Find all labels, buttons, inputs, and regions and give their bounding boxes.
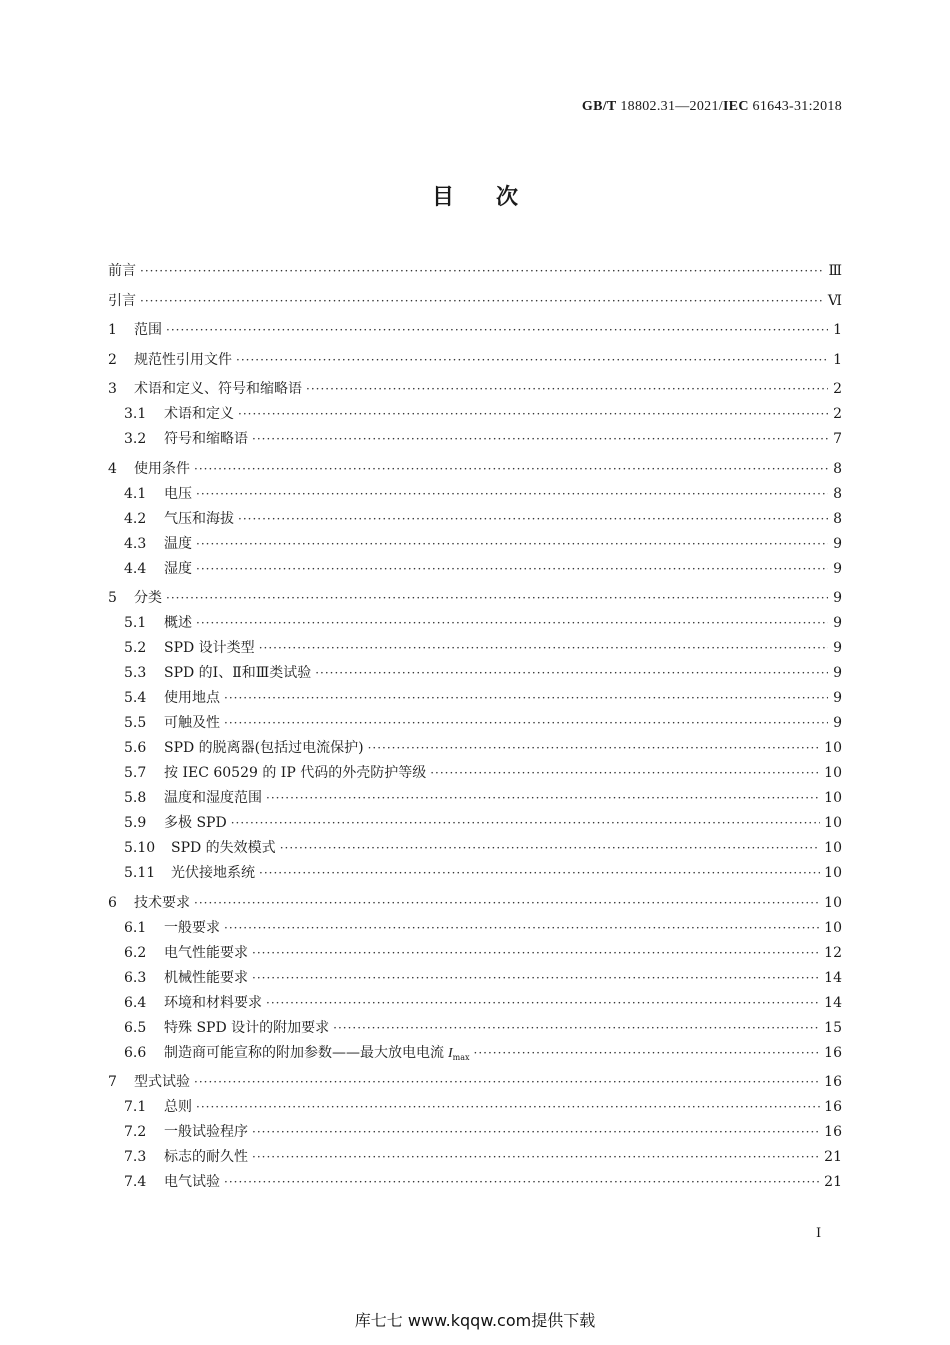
toc-entry[interactable]: [108, 837, 842, 862]
toc-entry-label-text: 温度: [164, 535, 192, 552]
toc-entry[interactable]: [108, 319, 842, 344]
toc-entry-leader: [430, 766, 820, 780]
toc-entry-page: 9: [833, 690, 842, 706]
toc-entry-label-text: 电压: [164, 485, 192, 502]
toc-entry-number: 5.2: [124, 640, 147, 656]
toc-entry-label: [164, 662, 311, 682]
toc-entry-page: 7: [833, 431, 842, 447]
toc-entry[interactable]: [108, 637, 842, 662]
toc-entry-page: 14: [824, 969, 842, 986]
toc-entry-label-subscript: max: [452, 1052, 470, 1062]
toc-entry-leader: [224, 691, 828, 705]
toc-entry[interactable]: [108, 687, 842, 712]
toc-entry-page: 2: [833, 381, 842, 397]
toc-entry[interactable]: [108, 483, 842, 508]
toc-entry-leader: [166, 323, 828, 337]
toc-entry-label: [108, 290, 136, 310]
toc-entry[interactable]: [108, 712, 842, 737]
toc-entry-label: [164, 508, 234, 528]
toc-entry-number: 3.1: [124, 406, 147, 422]
toc-entry-label: [164, 917, 220, 937]
toc-entry-number: 5: [108, 590, 117, 606]
toc-entry[interactable]: [108, 1042, 842, 1067]
toc-entry-page: 8: [833, 485, 842, 502]
toc-entry[interactable]: [108, 508, 842, 533]
toc-entry-page: 10: [824, 790, 842, 806]
toc-entry-number: 4.4: [124, 560, 147, 577]
toc-entry-label: [134, 319, 162, 339]
toc-entry-label-text: 标志的耐久性: [164, 1149, 248, 1165]
toc-entry-label-text: 一般试验程序: [164, 1124, 248, 1140]
toc-entry-page: 12: [824, 944, 842, 961]
toc-entry-leader: [224, 716, 828, 730]
toc-entry-leader: [140, 294, 824, 308]
toc-entry-leader: [194, 462, 828, 476]
toc-entry-page: 10: [824, 815, 842, 831]
toc-entry-label-text: 使用地点: [164, 690, 220, 706]
toc-entry-page: 10: [824, 765, 842, 781]
toc-entry-label-text: 前言: [108, 263, 136, 279]
toc-entry-label: [164, 637, 255, 657]
toc-entry[interactable]: [108, 662, 842, 687]
toc-entry[interactable]: [108, 892, 842, 917]
toc-entry-number: 6.6: [124, 1044, 147, 1061]
toc-entry-label-text: 分类: [134, 590, 162, 606]
toc-entry-page: 9: [833, 535, 842, 552]
toc-entry-label: [164, 762, 426, 782]
toc-entry[interactable]: [108, 787, 842, 812]
toc-entry-label-text: 按 IEC 60529 的 IP 代码的外壳防护等级: [164, 765, 427, 781]
toc-entry[interactable]: [108, 1071, 842, 1096]
toc-entry-label: [134, 458, 190, 478]
toc-entry[interactable]: [108, 612, 842, 637]
toc-entry-label-text: SPD 的失效模式: [171, 840, 276, 856]
toc-entry-label-text: 范围: [134, 322, 162, 338]
toc-entry-label: [164, 1121, 248, 1141]
toc-entry[interactable]: [108, 349, 842, 374]
page-number: I: [816, 1226, 822, 1241]
toc-entry-page: 16: [824, 1099, 842, 1115]
toc-entry-number: 5.8: [124, 790, 147, 806]
toc-entry-page: 10: [824, 740, 842, 756]
toc-entry-leader: [306, 382, 828, 396]
toc-entry[interactable]: [108, 812, 842, 837]
toc-entry-leader: [196, 1100, 820, 1114]
toc-entry-number: 2: [108, 351, 117, 368]
toc-entry-page: 1: [833, 351, 842, 368]
toc-entry[interactable]: [108, 967, 842, 992]
toc-entry[interactable]: [108, 558, 842, 583]
toc-entry-label: [164, 403, 234, 423]
toc-entry-leader: [194, 1075, 820, 1089]
toc-entry-label-text: 可触及性: [164, 715, 220, 731]
toc-entry-number: 5.11: [124, 865, 156, 881]
toc-entry-leader: [280, 841, 820, 855]
toc-entry[interactable]: [108, 290, 842, 315]
toc-entry-leader: [196, 562, 828, 576]
toc-entry-number: 7.4: [124, 1174, 147, 1190]
toc-entry-label-text: 概述: [164, 615, 192, 631]
toc-entry[interactable]: [108, 762, 842, 787]
toc-entry[interactable]: [108, 1171, 842, 1196]
toc-entry-leader: [236, 353, 828, 367]
toc-entry-leader: [315, 666, 828, 680]
toc-entry-label-text: 特殊 SPD 设计的附加要求: [164, 1019, 330, 1036]
toc-entry-leader: [231, 816, 820, 830]
toc-entry-leader: [266, 791, 820, 805]
page-title: 目次: [431, 185, 560, 210]
toc-entry-label: [164, 687, 220, 707]
toc-entry-number: 4.1: [124, 485, 147, 502]
toc-entry-label: [164, 712, 220, 732]
toc-entry-page: 16: [824, 1124, 842, 1140]
standard-prefix: GB/T: [581, 99, 617, 114]
toc-entry-label: [164, 483, 192, 503]
toc-entry-label-text: 环境和材料要求: [164, 994, 262, 1011]
standard-iec-number: 61643-31:2018: [752, 99, 842, 114]
toc-entry-number: 7.1: [124, 1099, 147, 1115]
toc-entry-page: 8: [833, 510, 842, 527]
toc-entry-label: [108, 260, 136, 280]
toc-entry-page: 21: [824, 1174, 842, 1190]
toc-entry-number: 6: [108, 894, 117, 911]
toc-entry-number: 6.3: [124, 969, 147, 986]
toc-entry-leader: [238, 512, 828, 526]
toc-entry-number: 5.10: [124, 840, 156, 856]
toc-entry-label-text: 制造商可能宣称的附加参数——最大放电电流: [164, 1044, 444, 1061]
toc-entry[interactable]: [108, 862, 842, 887]
toc-entry-leader: [252, 946, 820, 960]
toc-entry-label-text: 符号和缩略语: [164, 431, 248, 447]
toc-entry-page: 21: [824, 1149, 842, 1165]
toc-entry-label: [134, 378, 302, 398]
toc-entry-label: [164, 737, 364, 757]
toc-entry-label: [164, 812, 227, 832]
toc-entry[interactable]: [108, 917, 842, 942]
toc-entry-number: 5.3: [124, 665, 147, 681]
toc-entry-label-text: SPD 设计类型: [164, 640, 255, 656]
toc-entry-page: 16: [824, 1044, 842, 1061]
toc-entry[interactable]: [108, 1146, 842, 1171]
toc-entry-label: [134, 1071, 190, 1091]
toc-entry-page: 14: [824, 994, 842, 1011]
toc-entry-leader: [196, 487, 828, 501]
table-of-contents: [108, 260, 842, 1196]
toc-entry-label-text: 引言: [108, 292, 136, 309]
toc-entry-label: [164, 1096, 192, 1116]
toc-entry-page: 10: [824, 919, 842, 936]
toc-entry[interactable]: [108, 1121, 842, 1146]
toc-entry-number: 6.4: [124, 994, 147, 1011]
toc-entry-label-text: 温度和湿度范围: [164, 790, 262, 806]
toc-entry-leader: [259, 641, 828, 655]
toc-entry-number: 3: [108, 381, 117, 397]
toc-entry-page: 10: [824, 894, 842, 911]
toc-entry[interactable]: [108, 260, 842, 285]
toc-entry-label: [164, 533, 192, 553]
toc-entry[interactable]: [108, 942, 842, 967]
toc-entry[interactable]: [108, 992, 842, 1017]
toc-entry[interactable]: [108, 378, 842, 403]
toc-entry-label-text: 气压和海拔: [164, 510, 234, 527]
toc-entry-leader: [252, 432, 828, 446]
toc-entry-leader: [224, 921, 820, 935]
toc-entry-label-text: 型式试验: [134, 1074, 190, 1090]
toc-entry-number: 7.2: [124, 1124, 147, 1140]
toc-entry[interactable]: [108, 1017, 842, 1042]
toc-entry-leader: [259, 866, 820, 880]
toc-entry-label-text: 多极 SPD: [164, 815, 227, 831]
toc-entry-label-text: 总则: [164, 1099, 192, 1115]
toc-entry-leader: [252, 1150, 820, 1164]
toc-entry-number: 5.1: [124, 615, 147, 631]
toc-entry-label-text: 电气性能要求: [164, 944, 248, 961]
toc-entry-label-text: 技术要求: [134, 894, 190, 911]
download-footer: 库七七 www.kqqw.com提供下载: [354, 1311, 596, 1330]
toc-entry-number: 1: [108, 322, 117, 338]
toc-entry-label: [171, 862, 255, 882]
toc-entry-label-text: SPD 的脱离器(包括过电流保护): [164, 740, 364, 756]
toc-entry-number: 6.1: [124, 919, 147, 936]
toc-entry-label-variable: I: [448, 1045, 453, 1061]
toc-entry-page: 15: [824, 1019, 842, 1036]
toc-entry-label: [164, 1171, 220, 1191]
toc-entry-number: 3.2: [124, 431, 147, 447]
toc-entry-leader: [252, 971, 820, 985]
toc-entry[interactable]: [108, 737, 842, 762]
toc-entry-leader: [266, 996, 820, 1010]
toc-entry-page: 8: [833, 460, 842, 477]
toc-entry-number: 7: [108, 1074, 117, 1090]
toc-entry-label: [164, 612, 192, 632]
toc-entry-label: [164, 558, 192, 578]
toc-entry-number: 4.3: [124, 535, 147, 552]
toc-entry-label-text: 湿度: [164, 560, 192, 577]
toc-entry-page: 9: [833, 615, 842, 631]
toc-entry-number: 5.7: [124, 765, 147, 781]
toc-entry-label: [164, 1017, 329, 1037]
toc-entry-label: [164, 787, 262, 807]
toc-entry-label: [134, 349, 232, 369]
toc-entry-leader: [140, 264, 824, 278]
toc-entry-page: 10: [824, 840, 842, 856]
standard-code: [582, 99, 842, 115]
toc-entry-page: 9: [833, 640, 842, 656]
toc-entry-label: [164, 428, 248, 448]
toc-entry[interactable]: [108, 533, 842, 558]
toc-entry-label: [164, 992, 262, 1012]
toc-entry-page: 10: [824, 865, 842, 881]
toc-entry-number: 7.3: [124, 1149, 147, 1165]
toc-entry-leader: [238, 407, 828, 421]
toc-entry[interactable]: [108, 587, 842, 612]
toc-entry-label: [134, 587, 162, 607]
toc-entry-label-text: 电气试验: [164, 1174, 220, 1190]
toc-entry-page: 9: [833, 665, 842, 681]
toc-entry-label-text: 术语和定义、符号和缩略语: [134, 381, 302, 397]
toc-entry-label-text: 一般要求: [164, 919, 220, 936]
toc-entry-label: [164, 967, 248, 987]
toc-entry-page: 1: [833, 322, 842, 338]
toc-entry-number: 5.4: [124, 690, 147, 706]
toc-entry-number: 5.9: [124, 815, 147, 831]
toc-entry-leader: [224, 1175, 820, 1189]
toc-entry-number: 4: [108, 460, 117, 477]
toc-entry-label-text: SPD 的Ⅰ、Ⅱ和Ⅲ类试验: [164, 665, 312, 681]
toc-entry-page: 2: [833, 406, 842, 422]
standard-number: 18802.31—2021/: [620, 99, 723, 114]
toc-entry-label: [164, 942, 248, 962]
standard-iec: IEC: [722, 99, 749, 114]
toc-entry-number: 6.2: [124, 944, 147, 961]
toc-entry-leader: [196, 616, 828, 630]
toc-entry-page: 16: [824, 1074, 842, 1090]
toc-entry-leader: [252, 1125, 820, 1139]
toc-entry[interactable]: [108, 458, 842, 483]
toc-entry-label-text: 术语和定义: [164, 406, 234, 422]
toc-entry-label: [134, 892, 190, 912]
toc-entry[interactable]: [108, 403, 842, 428]
toc-entry-leader: [368, 741, 821, 755]
toc-entry-leader: [474, 1046, 821, 1060]
toc-entry-leader: [196, 537, 828, 551]
toc-entry-number: 5.5: [124, 715, 147, 731]
toc-entry-page: 9: [833, 715, 842, 731]
toc-entry-number: 5.6: [124, 740, 147, 756]
toc-entry-page: 9: [833, 590, 842, 606]
toc-entry-number: 4.2: [124, 510, 147, 527]
toc-entry-leader: [194, 896, 820, 910]
toc-entry-number: 6.5: [124, 1019, 147, 1036]
toc-entry-label: [171, 837, 276, 857]
toc-entry[interactable]: [108, 1096, 842, 1121]
toc-entry-label-text: 规范性引用文件: [134, 351, 232, 368]
toc-entry-page: Ⅲ: [828, 263, 842, 279]
toc-entry-page: Ⅵ: [827, 292, 842, 309]
toc-entry-label-text: 机械性能要求: [164, 969, 248, 986]
toc-entry-label-text: 光伏接地系统: [171, 865, 255, 881]
toc-entry-leader: [333, 1021, 820, 1035]
toc-entry-leader: [166, 591, 828, 605]
toc-entry-page: 9: [833, 560, 842, 577]
toc-entry[interactable]: [108, 428, 842, 453]
toc-entry-label-text: 使用条件: [134, 460, 190, 477]
toc-entry-label: [164, 1146, 248, 1166]
toc-entry-label: [164, 1042, 470, 1062]
